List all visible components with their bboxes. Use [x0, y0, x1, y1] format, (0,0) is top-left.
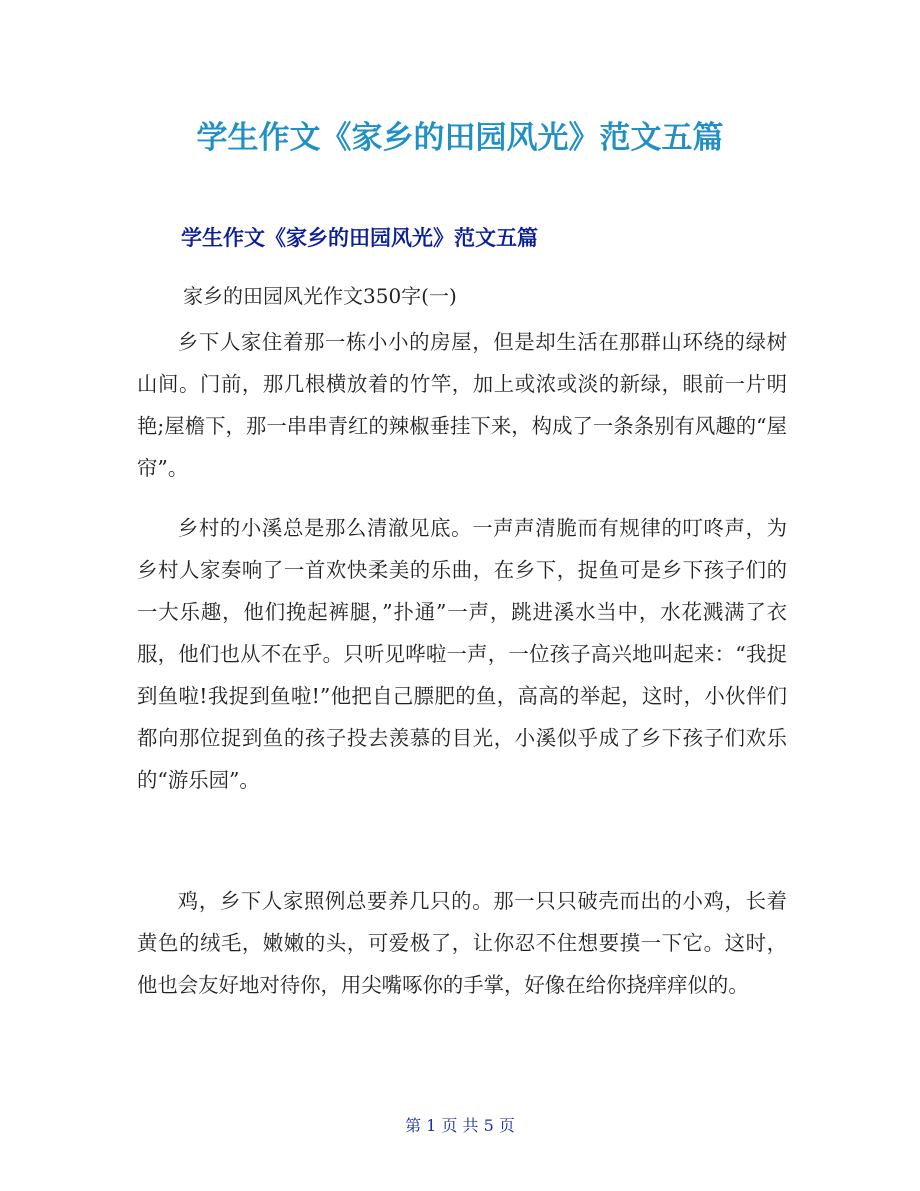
- paragraph-1: 乡下人家住着那一栋小小的房屋，但是却生活在那群山环绕的绿树山间。门前，那几根横放着的竹竿，加上或浓或淡的新绿，眼前一片明艳;屋檐下，那一串串青红的辣椒垂挂下来，构成了一条条别有风趣的“屋帘”。: [137, 330, 787, 480]
- paragraph-2: 乡村的小溪总是那么清澈见底。一声声清脆而有规律的叮咚声，为乡村人家奏响了一首欢快柔美的乐曲，在乡下，捉鱼可是乡下孩子们的一大乐趣，他们挽起裤腿，”扑通”一声，跳进溪水当中，水花溅满了衣服，他们也从不在乎。只听见哗啦一声，一位孩子高兴地叫起来：“我捉到鱼啦!我捉到鱼啦!”他把自己膘肥的鱼，高高的举起，这时，小伙伴们都向那位捉到鱼的孩子投去羡慕的目光，小溪似乎成了乡下孩子们欢乐的“游乐园”。: [137, 516, 787, 792]
- section-heading: 学生作文《家乡的田园风光》范文五篇: [181, 226, 538, 250]
- page-indicator: 第 1 页 共 5 页: [405, 1116, 515, 1135]
- page-footer: [0, 1114, 920, 1138]
- document-title: 学生作文《家乡的田园风光》范文五篇: [196, 120, 724, 156]
- essay-subtitle: 家乡的田园风光作文350字(一): [183, 284, 457, 308]
- paragraph-3: 鸡，乡下人家照例总要养几只的。那一只只破壳而出的小鸡，长着黄色的绒毛，嫩嫩的头，可爱极了，让你忍不住想要摸一下它。这时，他也会友好地对待你，用尖嘴啄你的手掌，好像在给你挠痒痒似的。: [137, 889, 787, 997]
